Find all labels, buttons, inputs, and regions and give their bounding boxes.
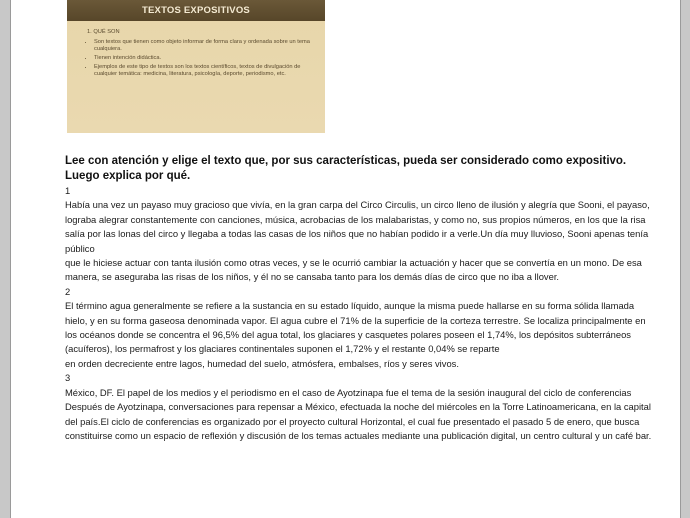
text-paragraph: El término agua generalmente se refiere a la sustancia en su estado líquido, aunque la misma puede hallarse en su forma sólida llamada hielo, y en su forma gaseosa denominada vapor. El agua cubre el 71% de la superficie de la corteza terrestre. Se localiza principalmente en los océanos donde se concentra el 96,5% del agua total, los glaciares y casquetes polares poseen el 1,74%, los depósitos subterráneos (acuíferos), los permafrost y los glaciares continentales suponen el 1,72% y el restante 0,04% se reparte [65,300,646,355]
figure-body [67,21,325,78]
document-page [10,0,681,518]
text-paragraph: Había una vez un payaso muy gracioso que vivía, en la gran carpa del Circo Circulis, un circo lleno de ilusión y alegría que Sooni, el payaso, lograba alegrar constantemente con canciones, música, acrobacias de los malabaristas, y como no, sus propios números, en los que la risa salía por las lonas del circo y llegaba a todas las casas de los niños que no habían podido ir a verle.Un día muy lluvioso, Sooni apenas tenía público [65,199,650,254]
figure-title: TEXTOS EXPOSITIVOS [67,0,325,21]
text-block-1 [65,184,657,285]
text-paragraph: en orden decreciente entre lagos, humedad del suelo, atmósfera, embalses, ríos y seres vivos. [65,357,459,369]
document-content [65,154,657,443]
text-paragraph: que le hiciese actuar con tanta ilusión como otras veces, y se le ocurrió cambiar la actuación y hacer que se convertía en un mono. De esa manera, se aseguraba las risas de los niños, y él no se cansaba tanto para los demás días de circo que no iba a llover. [65,257,642,283]
text-number: 3 [65,372,71,384]
figure-bullet: • Ejemplos de este tipo de textos son los textos científicos, textos de divulgación de cualquier temática: medicina, literatura, psicología, deporte, periodismo, etc. [94,64,311,78]
text-number: 1 [65,185,71,196]
text-number: 2 [65,285,71,297]
text-paragraph: constituirse como un espacio de reflexión y discusión de los temas actuales mediante una publicación digital, un centro cultural y un café bar. [65,429,652,441]
figure-bullet-list [85,39,311,78]
figure-bullet: • Tienen intención didáctica. [94,55,311,62]
expository-texts-image [67,0,325,133]
figure-heading: 1. QUÉ SON [87,29,120,35]
text-block-2 [65,285,657,371]
text-paragraph: México, DF. El papel de los medios y el periodismo en el caso de Ayotzinapa fue el tema de la sesión inaugural del ciclo de conferencias Después de Ayotzinapa, conversaciones para repensar a México, efectuada la noche del miércoles en la Torre Latinoamericana, en la capital del país.El ciclo de conferencias es organizado por el proyecto cultural Horizontal, el cual fue presentado el pasado 5 de enero, que busca [65,386,651,427]
text-block-3 [65,371,657,443]
figure-bullet: • Son textos que tienen como objeto informar de forma clara y ordenada sobre un tema cualquiera. [94,39,311,53]
instruction-text: Lee con atención y elige el texto que, por sus características, pueda ser considerado como expositivo. Luego explica por qué. [65,155,627,182]
